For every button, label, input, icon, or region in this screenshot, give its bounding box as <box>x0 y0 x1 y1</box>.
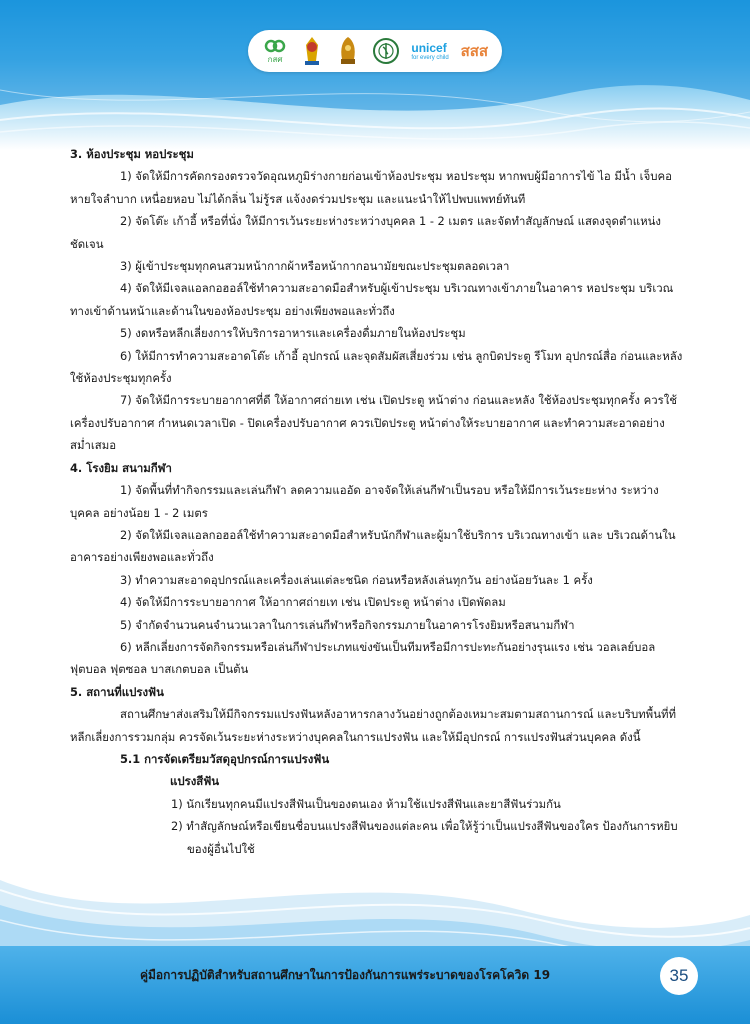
unicef-logo <box>411 42 448 61</box>
list-item: 2) ทำสัญลักษณ์หรือเขียนชื่อบนแปรงสีฟันของแต่ละคน เพื่อให้รู้ว่าเป็นแปรงสีฟันของใคร ป้องกันการหยิบของผู้อื่นไปใช้ <box>171 819 678 856</box>
section-heading: 5. สถานที่แปรงฟัน <box>70 684 164 699</box>
footer-title: คู่มือการปฏิบัติสำหรับสถานศึกษาในการป้องกันการแพร่ระบาดของโรคโควิด 19 <box>139 968 551 982</box>
list-item: 1) จัดให้มีการคัดกรองตรวจวัดอุณหภูมิร่างกายก่อนเข้าห้องประชุม หอประชุม หากพบผู้มีอาการไข้ ไอ มีน้ำ เจ็บคอ หายใจลำบาก เหนื่อยหอบ ไม่ได้กลิ่น ไม่รู้รส แจ้งงดร่วมประชุม และแนะนำให้ไปพบแพทย์ทันที <box>70 169 672 206</box>
public-health-seal <box>372 37 400 65</box>
list-item: 1) นักเรียนทุกคนมีแปรงสีฟันเป็นของตนเอง ห้ามใช้แปรงสีฟันและยาสีฟันร่วมกัน <box>171 796 561 811</box>
eef-logo <box>262 37 288 65</box>
header-waves <box>0 0 750 160</box>
list-item: 5) จำกัดจำนวนคนจำนวนเวลาในการเล่นกีฬาหรือกิจกรรมภายในอาคารโรงยิมหรือสนามกีฬา <box>120 617 575 632</box>
unicef-tagline: for every child <box>411 54 449 61</box>
list-item: 6) ให้มีการทำความสะอาดโต๊ะ เก้าอี้ อุปกรณ์ และจุดสัมผัสเสี่ยงร่วม เช่น ลูกบิดประตู รีโมท อุปกรณ์สื่อ ก่อนและหลังใช้ห้องประชุมทุกครั้ง <box>70 348 683 386</box>
page-number: 35 <box>660 957 698 995</box>
document-body <box>70 143 683 860</box>
partner-logos <box>248 30 502 72</box>
medical-seal-icon <box>372 37 400 65</box>
list-item: 6) หลีกเลี่ยงการจัดกิจกรรมหรือเล่นกีฬาประเภทแข่งขันเป็นทีมหรือมีการปะทะกันอย่างรุนแรง เช่น วอลเลย์บอล ฟุตบอล ฟุตซอล บาสเกตบอล เป็นต้น <box>70 639 656 677</box>
education-ministry-seal <box>300 35 324 67</box>
obec-seal <box>336 35 360 67</box>
seal-icon <box>300 35 324 67</box>
list-item: 4) จัดให้มีการระบายอากาศ ให้อากาศถ่ายเท เช่น เปิดประตู หน้าต่าง เปิดพัดลม <box>120 595 506 610</box>
list-item: 5) งดหรือหลีกเลี่ยงการให้บริการอาหารและเครื่องดื่มภายในห้องประชุม <box>120 326 466 341</box>
emblem-icon <box>336 35 360 67</box>
subsection-heading: 5.1 การจัดเตรียมวัสดุอุปกรณ์การแปรงฟัน <box>120 751 330 766</box>
thaihealth-name: สสส <box>460 42 489 60</box>
section-heading: 3. ห้องประชุม หอประชุม <box>70 147 194 161</box>
list-item: 2) จัดโต๊ะ เก้าอี้ หรือที่นั่ง ให้มีการเว้นระยะห่างระหว่างบุคคล 1 - 2 เมตร และจัดทำสัญลักษณ์ แสดงจุดตำแหน่งชัดเจน <box>70 214 661 251</box>
list-item: 7) จัดให้มีการระบายอากาศที่ดี ให้อากาศถ่ายเท เช่น เปิดประตู หน้าต่าง ก่อนและหลัง ใช้ห้องประชุมทุกครั้ง ควรใช้เครื่องปรับอากาศ กำหนดเวลาเปิด - ปิดเครื่องปรับอากาศ ควรเปิดประตู หน้าต่างให้ระบายอากาศ และทำความสะอาดอย่างสม่ำเสมอ <box>70 393 678 453</box>
unicef-name: unicef <box>411 40 447 55</box>
list-item: 3) ผู้เข้าประชุมทุกคนสวมหน้ากากผ้าหรือหน้ากากอนามัยขณะประชุมตลอดเวลา <box>120 259 510 274</box>
footer-band <box>0 946 750 1024</box>
subsubsection-heading: แปรงสีฟัน <box>170 774 220 789</box>
thaihealth-logo <box>461 44 488 59</box>
eef-icon <box>262 37 288 65</box>
list-item: 3) ทำความสะอาดอุปกรณ์และเครื่องเล่นแต่ละชนิด ก่อนหรือหลังเล่นทุกวัน อย่างน้อยวันละ 1 ครั้ง <box>120 572 593 587</box>
list-item: 2) จัดให้มีเจลแอลกอฮอล์ใช้ทำความสะอาดมือสำหรับนักกีฬาและผู้มาใช้บริการ บริเวณทางเข้า และ บริเวณด้านในอาคารอย่างเพียงพอและทั่วถึง <box>70 527 676 565</box>
section-heading: 4. โรงยิม สนามกีฬา <box>70 460 172 475</box>
section-paragraph: สถานศึกษาส่งเสริมให้มีกิจกรรมแปรงฟันหลังอาหารกลางวันอย่างถูกต้องเหมาะสมตามสถานการณ์ และบริบทพื้นที่ที่หลีกเลี่ยงการรวมกลุ่ม ควรจัดเว้นระยะห่างระหว่างบุคคลในการแปรงฟัน และให้มีอุปกรณ์ การแปรงฟันส่วนบุคคล ดังนี้ <box>70 707 676 744</box>
eef-text: กสศ <box>267 55 283 64</box>
list-item: 4) จัดให้มีเจลแอลกอฮอล์ใช้ทำความสะอาดมือสำหรับผู้เข้าประชุม บริเวณทางเข้าภายในอาคาร หอประชุม บริเวณทางเข้าด้านหน้าและด้านในของห้องประชุม อย่างเพียงพอและทั่วถึง <box>70 281 674 318</box>
list-item: 1) จัดพื้นที่ทำกิจกรรมและเล่นกีฬา ลดความแออัด อาจจัดให้เล่นกีฬาเป็นรอบ หรือให้มีการเว้นระยะห่าง ระหว่างบุคคล อย่างน้อย 1 - 2 เมตร <box>70 483 659 520</box>
